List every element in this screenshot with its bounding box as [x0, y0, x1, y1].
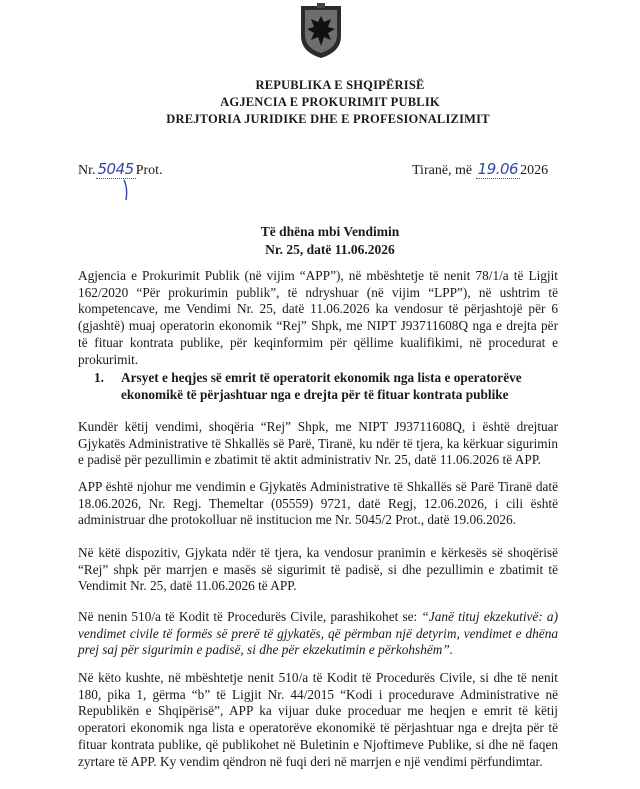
document-subtitle: Nr. 25, datë 11.06.2026 — [265, 242, 395, 257]
handwritten-mark-icon — [120, 176, 140, 204]
place-prefix: Tiranë, më — [412, 163, 473, 178]
date-handwritten: 19.06 — [477, 160, 519, 178]
civil-code-intro: Në nenin 510/a të Kodit të Procedurës Civile, parashikohet se: — [78, 609, 422, 624]
paragraph-civil-code — [78, 609, 558, 659]
header-republic: REPUBLIKA E SHQIPËRISË — [255, 78, 425, 92]
section-1-heading — [96, 370, 556, 403]
protocol-prefix: Nr. — [78, 163, 96, 178]
civil-code-quote: “Janë tituj ekzekutivë: a) vendimet civile të formës së prerë të gjykatës, që përmban një detyrim, vendimet e dhëna prej saj për sigurimin e padisë, si dhe për ekzekutimin e përkohshëm”. — [78, 609, 558, 658]
date-year: 2026 — [520, 163, 549, 178]
header-agency: AGJENCIA E PROKURIMIT PUBLIK — [220, 95, 440, 109]
paragraph-conclusion: Në këto kushte, në mbështetje nenit 510/a të Kodit të Procedurës Civile, si dhe të nenit 180, pika 1, gërma “b” të Ligjit Nr. 44/2015 “Kodi i procedurave Administrative në Republikën e Shqipërisë”, APP ka vijuar duke proceduar me heqjen e emrit të këtij operatori ekonomik nga lista e operatorëve ekonomikë të përjashtuar nga e drejta për të fituar kontrata publike, që publikohet në Buletinin e Njoftimeve Publike, si dhe në faqen zyrtare të APP. Ky vendim qëndron në fuqi deri në marrjen e një vendimi përfundimtar. — [78, 670, 558, 769]
document-title: Të dhëna mbi Vendimin — [260, 224, 400, 239]
header-directorate: DREJTORIA JURIDIKE DHE E PROFESIONALIZIMIT — [166, 112, 490, 126]
protocol-handwritten-number: 5045 — [97, 160, 134, 178]
document-date — [412, 160, 548, 179]
paragraph-dispositive: Në këtë dispozitiv, Gjykata ndër të tjera, ka vendosur pranimin e kërkesës së shoqërisë “Rej” shpk për marrjen e masës së sigurimit të padisë, si dhe pezullimin e zbatimit të Vendimit Nr. 25, datë 11.06.2026 të APP. — [78, 545, 558, 594]
protocol-suffix: Prot. — [135, 163, 163, 178]
paragraph-court-decision: APP është njohur me vendimin e Gjykatës Administrative të Shkallës së Parë Tiranë datë 18.06.2026, Nr. Regj. Themeltar (05559) 9721, datë Regj, 12.06.2026, i cili është administruar dhe protokolluar në institucion me Nr. 5045/2 Prot., datë 19.06.2026. — [78, 479, 558, 528]
section-number: 1. — [94, 370, 104, 385]
albania-coat-of-arms-icon — [298, 2, 344, 60]
paragraph-appeal: Kundër këtij vendimi, shoqëria “Rej” Shpk, me NIPT J93711608Q, i është drejtuar Gjykatës Administrative të Shkallës së Parë, Tiranë, ku ndër të tjera, ka kërkuar sigurimin e padisë për pezullimin e zbatimit të aktit administrativ Nr. 25, datë 11.06.2026 të APP. — [78, 419, 558, 468]
section-title: Arsyet e heqjes së emrit të operatorit ekonomik nga lista e operatorëve ekonomikë të përjashtuar nga e drejta për të fituar kontrata publike — [121, 370, 522, 402]
paragraph-decision-summary: Agjencia e Prokurimit Publik (në vijim “APP”), në mbështetje të nenit 78/1/a të Ligjit 162/2020 “Për prokurimin publik”, të ndryshuar (në vijim “LPP”), në ushtrim të kompetencave, me Vendimi Nr. 25, datë 11.06.2026 ka vendosur të përjashtojë për 6 (gjashtë) muaj operatorin ekonomik “Rej” Shpk, me NIPT J93711608Q nga e drejta për të fituar kontrata publike, për keqinformim për qëllime kualifikimi, në procedurat e prokurimit. — [78, 268, 558, 367]
